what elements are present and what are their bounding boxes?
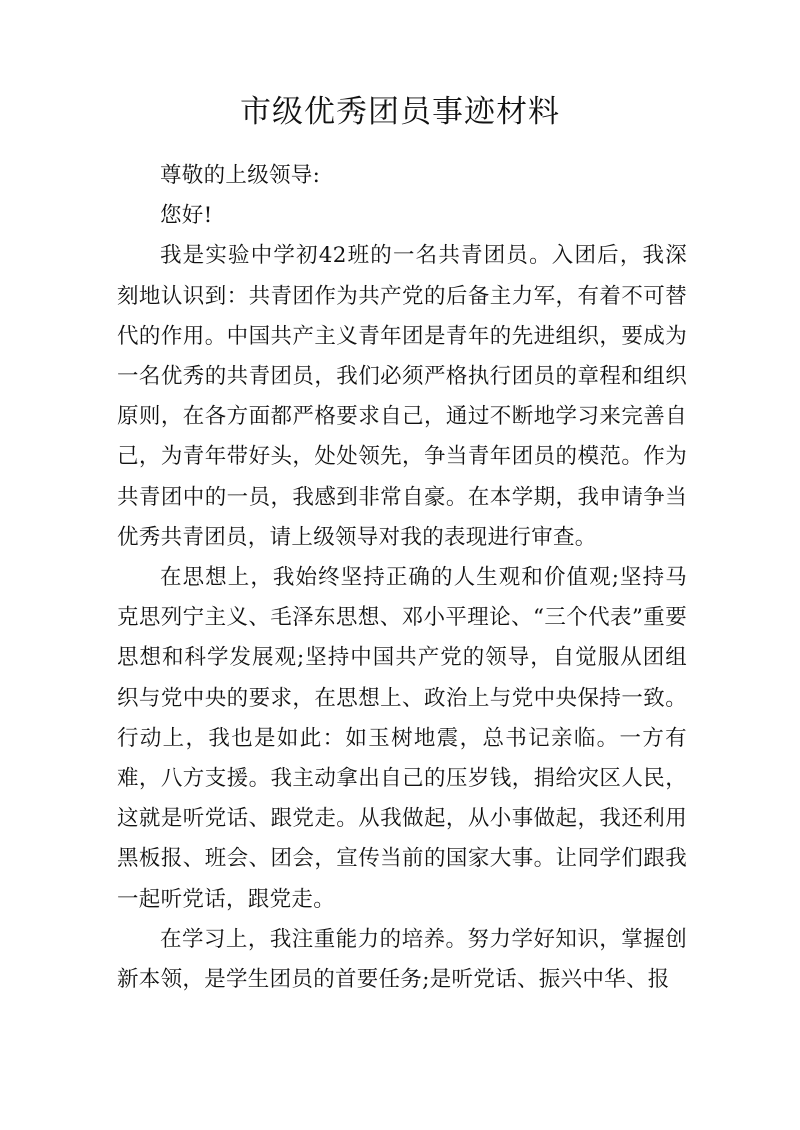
greeting: 您好!	[160, 203, 213, 229]
paragraph-intro: 我是实验中学初42班的一名共青团员。入团后，我深刻地认识到：共青团作为共产党的后备主力军，有着不可替代的作用。中国共产主义青年团是青年的先进组织，要成为一名优秀的共青团员，我们必须严格执行团员的章程和组织原则，在各方面都严格要求自己，通过不断地学习来完善自己，为青年带好头，处处领先，争当青年团员的模范。作为共青团中的一员，我感到非常自豪。在本学期，我申请争当优秀共青团员，请上级领导对我的表现进行审查。	[117, 243, 687, 550]
paragraph-thought: 在思想上，我始终坚持正确的人生观和价值观;坚持马克思列宁主义、毛泽东思想、邓小平理论、“三个代表”重要思想和科学发展观;坚持中国共产党的领导，自觉服从团组织与党中央的要求，在思想上、政治上与党中央保持一致。行动上，我也是如此：如玉树地震，总书记亲临。一方有难，八方支援。我主动拿出自己的压岁钱，捐给灾区人民，这就是听党话、跟党走。从我做起，从小事做起，我还利用黑板报、班会、团会，宣传当前的国家大事。让同学们跟我一起听党话，跟党走。	[117, 565, 687, 912]
document-body	[117, 156, 687, 1000]
salutation: 尊敬的上级领导:	[160, 163, 321, 188]
paragraph-study: 在学习上，我注重能力的培养。努力学好知识，掌握创新本领，是学生团员的首要任务;是听党话、振兴中华、报	[117, 926, 687, 993]
document-title: 市级优秀团员事迹材料	[240, 94, 560, 130]
